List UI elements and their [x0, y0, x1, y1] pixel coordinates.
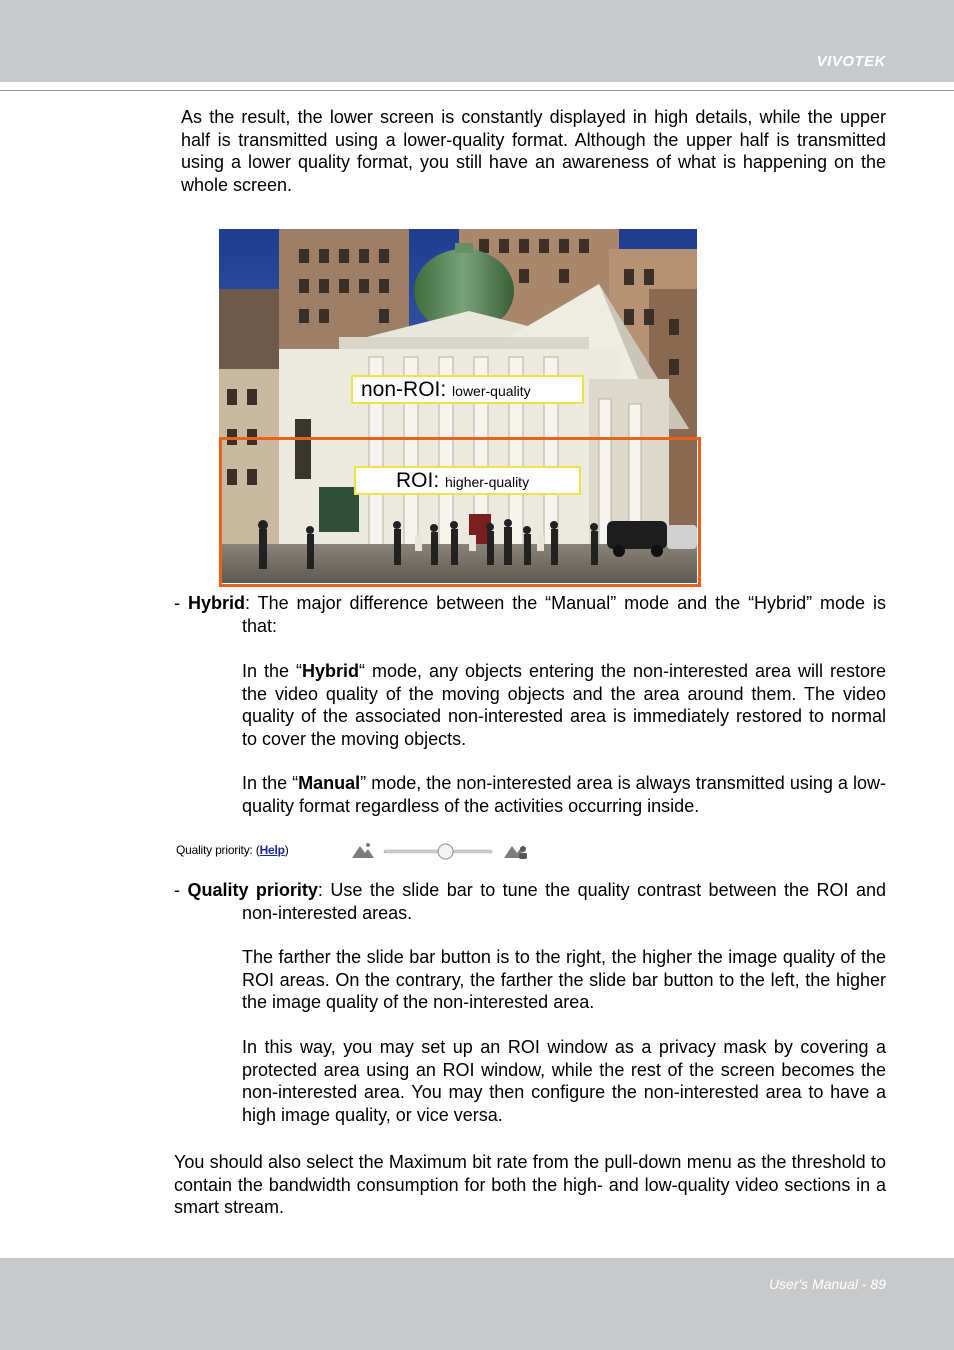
non-roi-label-desc: lower-quality	[452, 383, 531, 399]
roi-label-title: ROI:	[396, 469, 440, 492]
quality-priority-slider[interactable]	[352, 840, 532, 862]
qp-label-close: )	[284, 843, 289, 857]
hybrid-item	[174, 592, 886, 637]
landscape-icon	[352, 843, 374, 858]
slider-thumb[interactable]	[438, 844, 453, 859]
roi-label-desc: higher-quality	[445, 474, 530, 490]
hybrid-p2-post: ” mode, the non-interested area is always transmitted using a low-quality format regardless of the activities occurring inside.	[242, 773, 886, 816]
final-paragraph: You should also select the Maximum bit rate from the pull-down menu as the threshold to contain the bandwidth consumption for both the high- and low-quality video sections in a smart stream.	[174, 1152, 886, 1217]
help-link[interactable]: Help	[259, 843, 285, 857]
hybrid-paragraph-2	[242, 772, 886, 817]
quality-priority-item	[174, 879, 886, 924]
intro-paragraph: As the result, the lower screen is constantly displayed in high details, while the upper half is transmitted using a lower-quality format. Although the upper half is transmitted using a lower quality format, you still have an awareness of what is happening on the whole screen.	[181, 107, 886, 195]
quality-term: Quality priority	[187, 880, 318, 900]
quality-dash: -	[174, 880, 188, 900]
hybrid-p2-pre: In the “	[242, 773, 299, 793]
roi-label	[354, 466, 581, 495]
quality-lead: : Use the slide bar to tune the quality contrast between the ROI and non-interested areas.	[242, 880, 886, 923]
hybrid-dash: -	[174, 593, 188, 613]
qp-label-text: Quality priority: (	[176, 843, 260, 857]
hybrid-p2-term: Manual	[298, 773, 361, 793]
quality-priority-label	[176, 843, 289, 857]
quality-paragraph-1: The farther the slide bar button is to the right, the higher the image quality of the ROI areas. On the contrary, the farther the slide bar button to the left, the higher the image quality of the non-interested area.	[242, 947, 886, 1012]
quality-paragraph-2: In this way, you may set up an ROI window as a privacy mask by covering a protected area using an ROI window, while the rest of the screen becomes the non-interested area. You may then configure the non-interested area to have a high image quality, or vice versa.	[242, 1037, 886, 1125]
non-roi-label	[351, 375, 584, 404]
brand-logo: VIVOTEK	[816, 53, 886, 70]
hybrid-p1-term: Hybrid	[301, 661, 359, 681]
hybrid-p1-pre: In the “	[242, 661, 302, 681]
non-roi-label-title: non-ROI:	[361, 378, 447, 401]
page-number: User's Manual - 89	[768, 1276, 886, 1292]
page-footer	[0, 1258, 954, 1350]
hybrid-p1-post: “ mode, any objects entering the non-interested area will restore the video quality of the moving objects and the area around them. The video quality of the associated non-interested area is immediately restored to normal to cover the moving objects.	[242, 661, 887, 749]
hybrid-paragraph-1	[242, 660, 886, 750]
header-rule	[0, 90, 954, 91]
person-landscape-icon	[504, 846, 527, 859]
hybrid-lead: : The major difference between the “Manual” mode and the “Hybrid” mode is that:	[242, 593, 886, 636]
roi-region-outline	[219, 437, 701, 587]
hybrid-term: Hybrid	[187, 593, 245, 613]
page-header	[0, 0, 954, 82]
